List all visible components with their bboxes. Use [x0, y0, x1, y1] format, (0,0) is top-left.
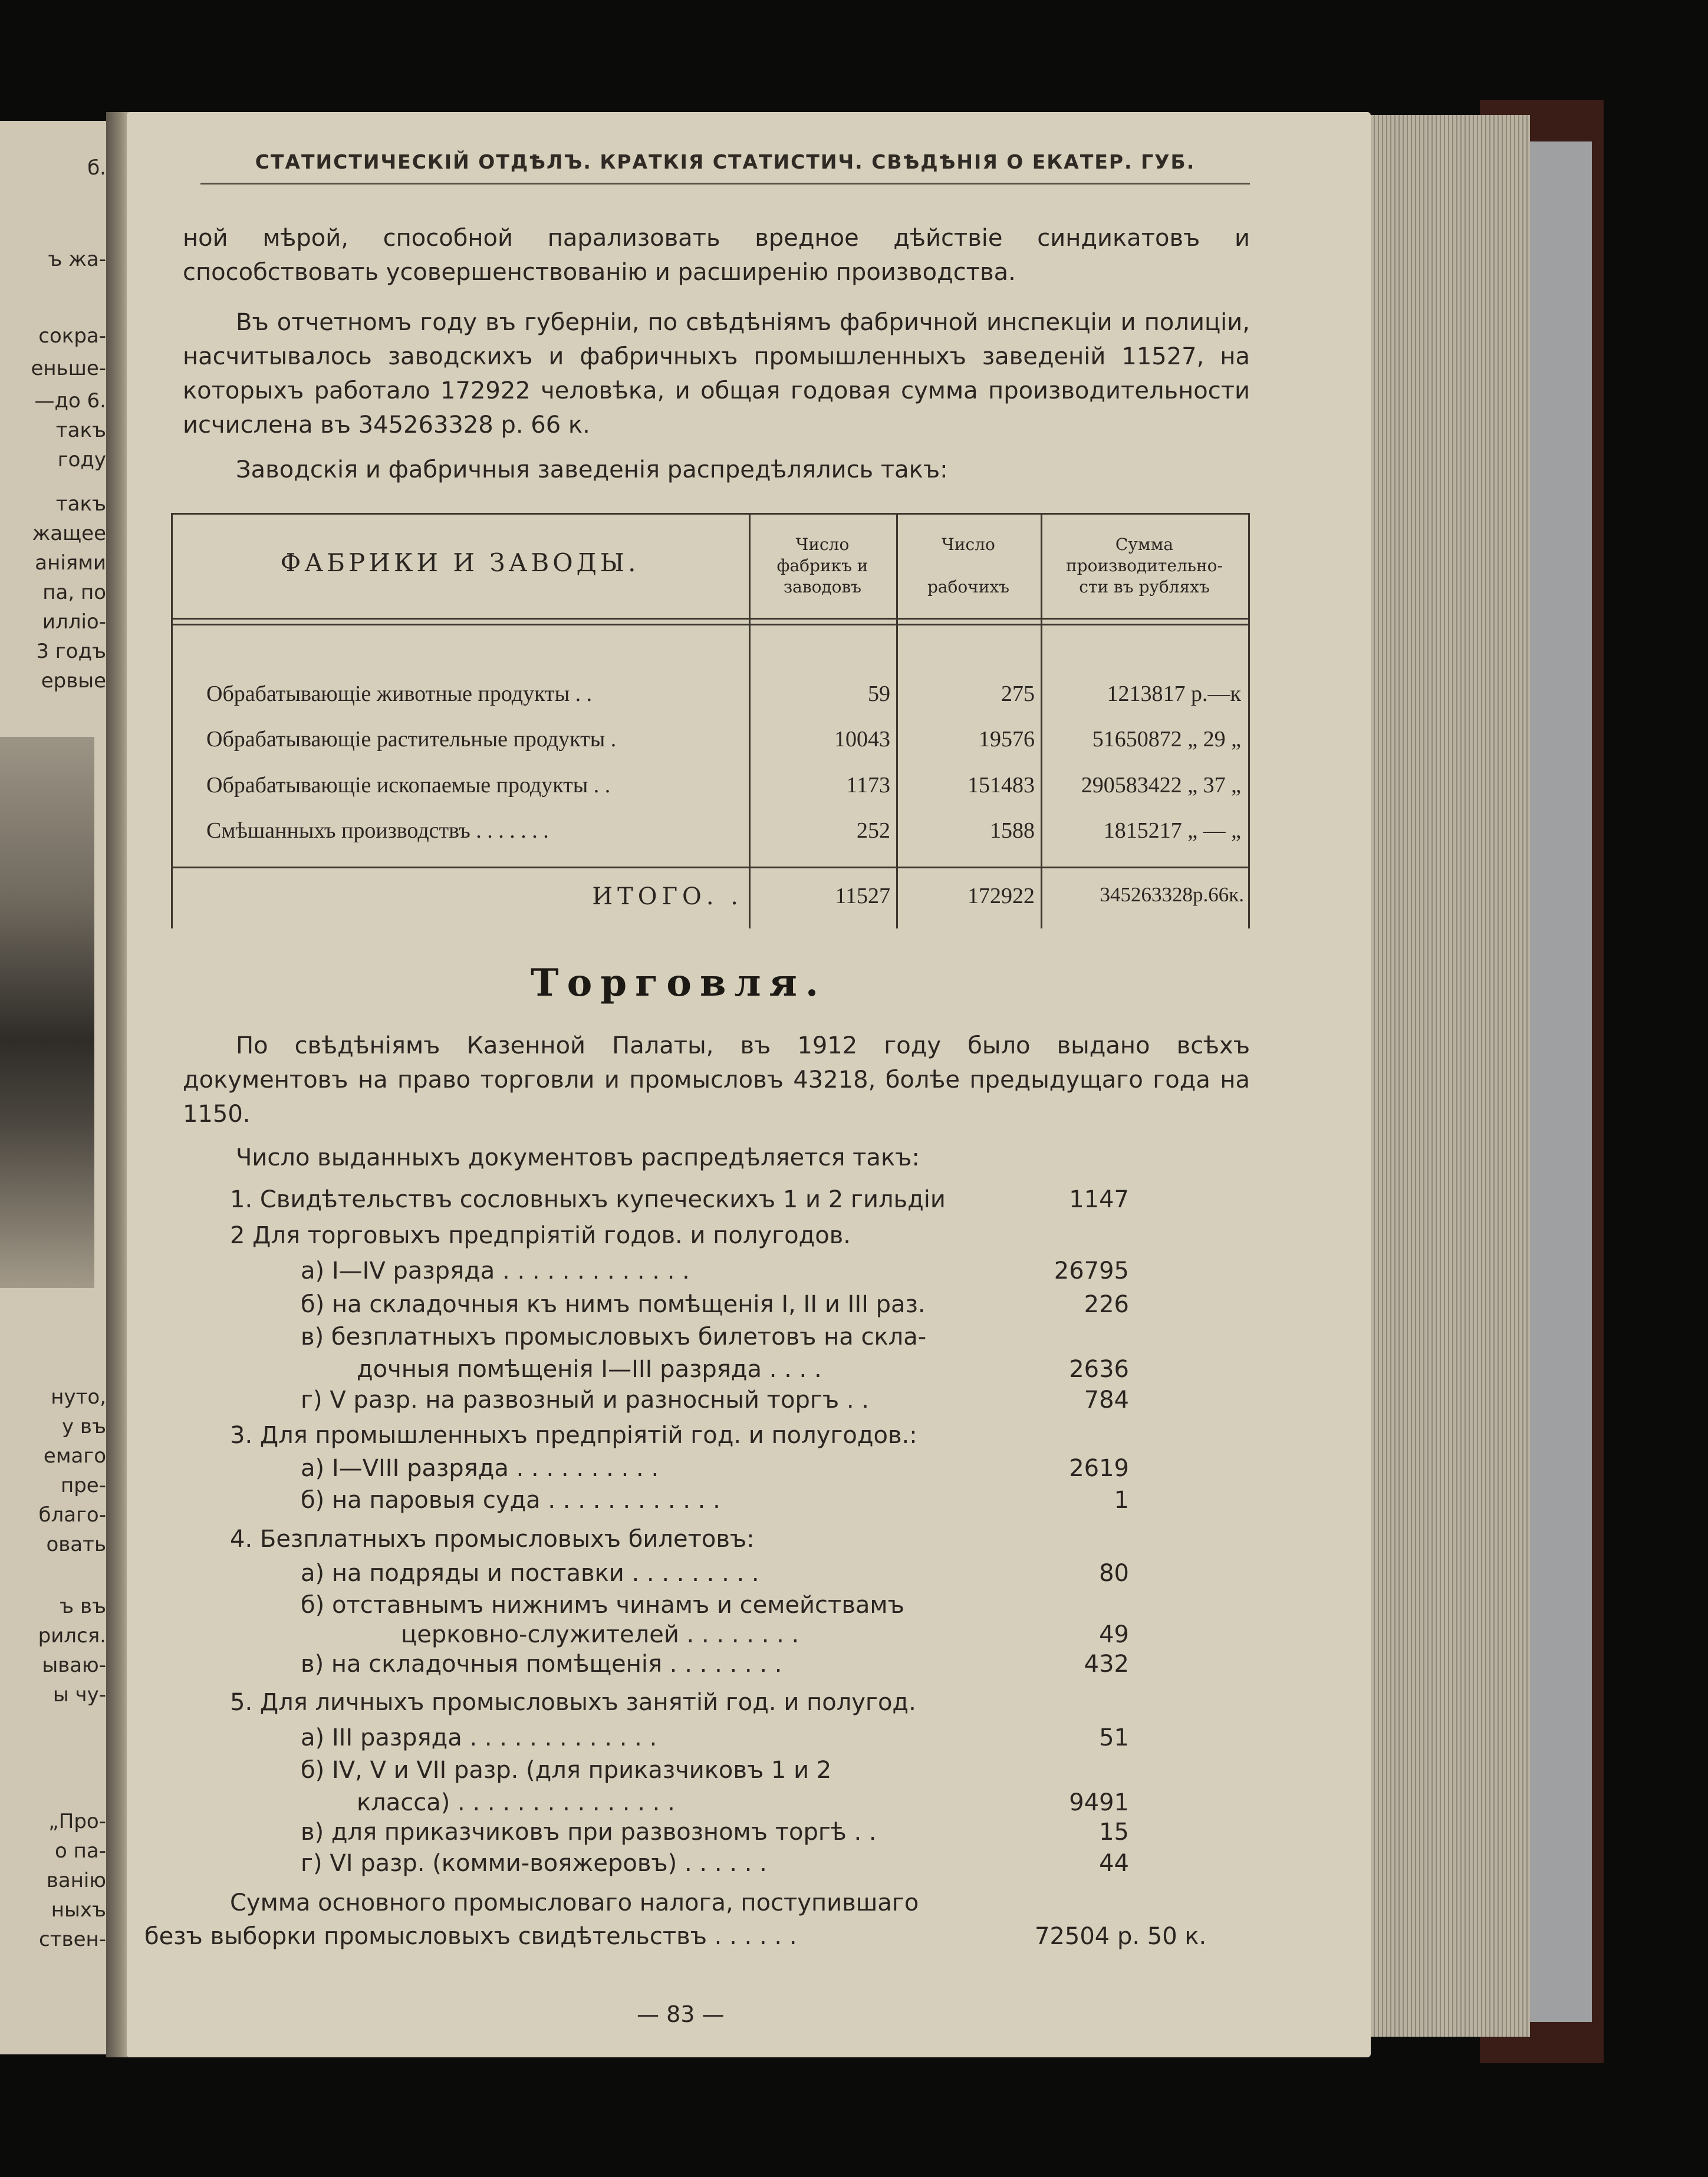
left-page-fragment	[0, 121, 112, 2054]
left-page-photo	[0, 737, 94, 1288]
left-fragment: овать	[46, 1533, 106, 1556]
left-fragment: нуто,	[51, 1385, 106, 1409]
table-header-count	[749, 534, 896, 598]
intro-paragraph-3: Заводскія и фабричныя заведенія распредѣлялись такъ:	[236, 456, 948, 483]
left-fragment: ываю-	[42, 1654, 106, 1677]
table-cell-factories: 59	[868, 681, 890, 706]
intro-paragraph-2: Въ отчетномъ году въ губерніи, по свѣдѣніямъ фабричной инспекціи и полиціи, насчитывалось заводскихъ и фабричныхъ промышленныхъ заведеній 11527, на которыхъ работало 172922 человѣка, и общая годовая сумма производительности исчислена въ 345263328 р. 66 к.	[183, 309, 1250, 439]
left-fragment: ы чу-	[52, 1683, 106, 1707]
section-title: Торговля.	[531, 961, 827, 1005]
list-item: 5. Для личныхъ промысловыхъ занятій год. и полугод.	[230, 1689, 916, 1716]
left-fragment: ъ въ	[60, 1595, 106, 1618]
list-item: 2 Для торговыхъ предпріятій годов. и полугодов.	[230, 1222, 851, 1249]
list-value: 432	[1084, 1651, 1129, 1678]
list-item: а) I—VIII разряда . . . . . . . . . .	[301, 1455, 659, 1482]
table-total-label: ИТОГО. .	[592, 883, 743, 910]
list-value: 1147	[1069, 1186, 1129, 1213]
list-item: 4. Безплатныхъ промысловыхъ билетовъ:	[230, 1526, 755, 1553]
table-rule	[171, 624, 1250, 625]
list-item: б) IV, V и VII разр. (для приказчиковъ 1 и 2	[301, 1757, 832, 1784]
table-rule	[171, 867, 1250, 868]
trade-paragraph-2: Число выданныхъ документовъ распредѣляется такъ:	[236, 1144, 920, 1171]
table-cell-factories: 252	[857, 818, 890, 843]
left-fragment: пре-	[61, 1474, 106, 1497]
header-rule	[200, 183, 1250, 185]
left-fragment: —до 6.	[34, 389, 106, 413]
running-header: СТАТИСТИЧЕСКІЙ ОТДѢЛЪ. КРАТКІЯ СТАТИСТИЧ. СВѢДѢНІЯ О ЕКАТЕР. ГУБ.	[255, 150, 1196, 173]
header-line: Число	[942, 535, 995, 554]
left-fragment: ванію	[46, 1869, 106, 1892]
table-header-sum	[1041, 534, 1248, 598]
header-line: Сумма	[1115, 535, 1174, 554]
table-rule	[171, 513, 1250, 515]
table-total-workers: 172922	[967, 884, 1035, 908]
list-value: 2619	[1069, 1455, 1129, 1482]
list-item: класса) . . . . . . . . . . . . . . .	[357, 1789, 675, 1816]
table-cell-workers: 1588	[990, 818, 1035, 843]
intro-paragraph-1: ной мѣрой, способной парализовать вредное дѣйствіе синдикатовъ и способствовать усовершенствованію и расширенію производства.	[183, 225, 1250, 286]
table-header-workers	[896, 534, 1041, 598]
page-edges	[1371, 115, 1530, 2037]
header-line: сти въ рубляхъ	[1079, 577, 1210, 597]
left-fragment: году	[57, 448, 106, 472]
table-row-name: Обрабатывающіе ископаемые продукты . .	[206, 773, 611, 798]
left-fragment: иллiо-	[42, 610, 106, 634]
table-cell-sum: 1815217 „ — „	[1103, 818, 1241, 843]
left-fragment: благо-	[38, 1503, 106, 1527]
list-item: б) на паровыя суда . . . . . . . . . . . .	[301, 1487, 720, 1514]
header-line: фабрикъ и	[776, 556, 868, 575]
left-fragment: такъ	[55, 419, 106, 442]
sum-line: безъ выборки промысловыхъ свидѣтельствъ . . . . . .	[144, 1923, 797, 1950]
list-value: 784	[1084, 1386, 1129, 1414]
table-cell-workers: 151483	[967, 773, 1035, 798]
table-header-factories: ФАБРИКИ И ЗАВОДЫ.	[280, 548, 640, 577]
left-fragment: ныхъ	[51, 1898, 106, 1922]
list-value: 44	[1099, 1850, 1129, 1877]
trade-paragraph-1: По свѣдѣніямъ Казенной Палаты, въ 1912 году было выдано всѣхъ документовъ на право торговли и промысловъ 43218, болѣе предыдущаго года на 1150.	[183, 1032, 1250, 1128]
left-fragment: у въ	[62, 1415, 106, 1438]
table-cell-workers: 275	[1001, 681, 1035, 706]
table-cell-sum: 290583422 „ 37 „	[1081, 773, 1241, 798]
left-fragment: такъ	[55, 492, 106, 516]
list-value: 80	[1099, 1560, 1129, 1587]
table-rule	[1248, 513, 1250, 928]
table-cell-factories: 1173	[846, 773, 890, 798]
header-line: Число	[795, 535, 850, 554]
table-cell-workers: 19576	[979, 727, 1035, 752]
header-line: заводовъ	[783, 577, 862, 597]
left-fragment: емаго	[43, 1444, 106, 1468]
left-fragment: ъ жа-	[48, 248, 106, 271]
table-total-factories: 11527	[835, 884, 890, 908]
list-item: дочныя помѣщенія I—III разряда . . . .	[357, 1356, 822, 1383]
list-item: в) безплатныхъ промысловыхъ билетовъ на скла-	[301, 1323, 927, 1351]
left-fragment: 3 годъ	[36, 640, 106, 663]
left-fragment: „Про-	[48, 1810, 106, 1833]
list-item: а) на подряды и поставки . . . . . . . . .	[301, 1560, 759, 1587]
list-value: 51	[1099, 1724, 1129, 1751]
list-value: 9491	[1069, 1789, 1129, 1816]
list-value: 26795	[1054, 1257, 1129, 1285]
list-value: 15	[1099, 1819, 1129, 1846]
list-value: 1	[1114, 1487, 1129, 1514]
list-item: 1. Свидѣтельствъ сословныхъ купеческихъ 1 и 2 гильдіи	[230, 1186, 946, 1213]
book-gutter	[106, 112, 130, 2057]
table-cell-sum: 1213817 р.—к	[1107, 681, 1241, 706]
list-item: г) V разр. на развозный и разносный торгъ . .	[301, 1386, 869, 1414]
left-fragment: б.	[87, 156, 106, 180]
header-line: рабочихъ	[927, 577, 1010, 597]
sum-value: 72504 р. 50 к.	[1035, 1923, 1207, 1950]
list-item: а) I—IV разряда . . . . . . . . . . . . .	[301, 1257, 690, 1285]
left-fragment: аніями	[35, 551, 106, 575]
sum-line: Сумма основного промысловаго налога, поступившаго	[230, 1889, 919, 1916]
left-fragment: жащее	[32, 522, 106, 545]
list-item: церковно-служителей . . . . . . . .	[401, 1621, 799, 1648]
table-rule	[171, 618, 1250, 620]
left-fragment: о па-	[55, 1839, 106, 1863]
list-item: в) на складочныя помѣщенія . . . . . . . .	[301, 1651, 782, 1678]
table-cell-sum: 51650872 „ 29 „	[1092, 727, 1241, 752]
table-total-sum: 345263328р.66к.	[1100, 883, 1244, 906]
list-value: 2636	[1069, 1356, 1129, 1383]
table-row-name: Обрабатывающіе растительные продукты .	[206, 727, 617, 752]
left-fragment: ервые	[41, 669, 106, 693]
left-fragment: рился.	[38, 1624, 106, 1648]
list-value: 49	[1099, 1621, 1129, 1648]
list-value: 226	[1084, 1291, 1129, 1318]
list-item: б) на складочныя къ нимъ помѣщенія I, II и III раз.	[301, 1291, 926, 1318]
table-cell-factories: 10043	[834, 727, 890, 752]
left-fragment: ствен-	[39, 1928, 106, 1951]
list-item: б) отставнымъ нижнимъ чинамъ и семействамъ	[301, 1592, 904, 1619]
left-fragment: еньше-	[31, 357, 106, 380]
page-number: — 83 —	[637, 2001, 725, 2027]
list-item: в) для приказчиковъ при развозномъ торгѣ . .	[301, 1819, 877, 1846]
left-fragment: сокра-	[38, 324, 106, 348]
table-row-name: Обрабатывающіе животные продукты . .	[206, 681, 593, 706]
table-row-name: Смѣшанныхъ производствъ . . . . . . .	[206, 818, 549, 843]
factories-table	[171, 513, 1250, 928]
list-item: а) III разряда . . . . . . . . . . . . .	[301, 1724, 657, 1751]
header-line: производительно-	[1066, 556, 1223, 575]
left-fragment: па, по	[42, 581, 106, 604]
list-item: г) VI разр. (комми-вояжеровъ) . . . . . .	[301, 1850, 767, 1877]
list-item: 3. Для промышленныхъ предпріятій год. и полугодов.:	[230, 1422, 917, 1449]
